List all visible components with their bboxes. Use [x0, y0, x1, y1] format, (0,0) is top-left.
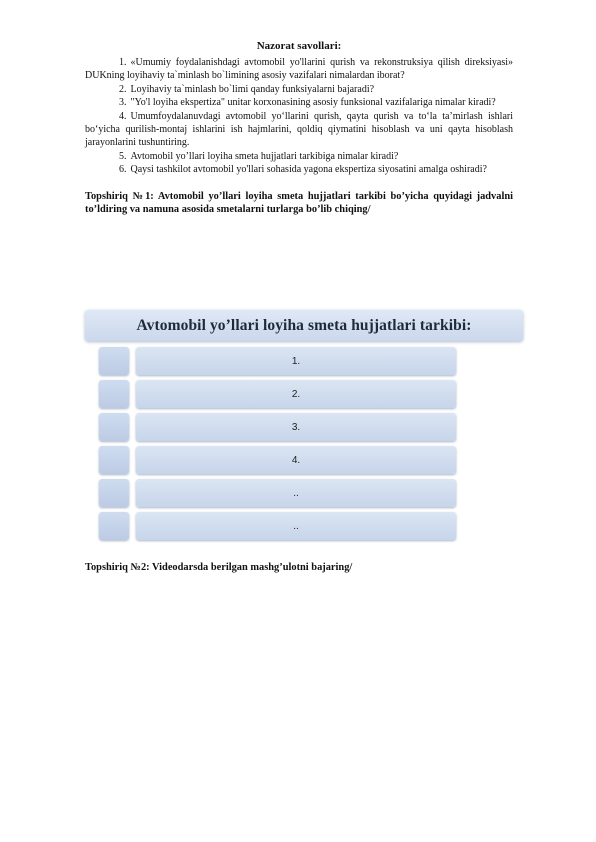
question-5 — [85, 150, 513, 163]
question-text: Loyihaviy ta`minlash bo`limi qanday funksiyalarni bajaradi? — [130, 83, 375, 95]
task-1: Topshiriq №1: Avtomobil yo’llari loyiha smeta hujjatlari tarkibi bo’yicha quyidagi jadvalni to’ldiring va namuna asosida smetalarni turlarga bo’lib chiqing/ — [85, 190, 513, 216]
question-text: Qaysi tashkilot avtomobil yo'llari sohasida yagona ekspertiza siyosatini amalga oshiradi? — [130, 164, 487, 176]
question-number: 2. — [119, 83, 127, 95]
diagram-row — [85, 380, 523, 408]
row-field[interactable]: 4. — [136, 446, 456, 474]
row-marker — [99, 479, 129, 507]
diagram-title: Avtomobil yo’llari loyiha smeta hujjatlari tarkibi: — [85, 310, 523, 341]
question-3 — [85, 96, 513, 109]
question-text: Umumfoydalanuvdagi avtomobil yo‘llarini qurish, qayta qurish va to‘la ta’mirlash ishlari bo‘yicha qurilish-montaj ishlarini ish hajmlarini, qoldiq qiymatini hisoblash va uni qayta hisoblash jarayonlarini tushuntiring. — [85, 110, 513, 149]
row-field[interactable]: .. — [136, 512, 456, 540]
diagram-row — [85, 479, 523, 507]
diagram-row — [85, 413, 523, 441]
question-number: 1. — [119, 57, 127, 68]
row-marker — [99, 347, 129, 375]
question-4 — [85, 110, 513, 150]
row-marker — [99, 380, 129, 408]
question-text: "Yo'l loyiha ekspertiza" unitar korxonasining asosiy funksional vazifalariga nimalar kiradi? — [130, 97, 496, 109]
diagram-row — [85, 347, 523, 375]
row-field[interactable]: 3. — [136, 413, 456, 441]
question-number: 6. — [119, 164, 127, 176]
question-text: Avtomobil yo’llari loyiha smeta hujjatlari tarkibiga nimalar kiradi? — [130, 150, 399, 162]
question-6 — [85, 163, 513, 176]
section-heading: Nazorat savollari: — [256, 40, 342, 52]
row-marker — [99, 512, 129, 540]
question-number: 3. — [119, 97, 127, 109]
diagram-row — [85, 446, 523, 474]
diagram-row — [85, 512, 523, 540]
row-marker — [99, 413, 129, 441]
smeta-composition-diagram — [85, 305, 523, 547]
question-number: 4. — [119, 110, 127, 122]
question-1 — [85, 56, 513, 83]
question-text: «Umumiy foydalanishdagi avtomobil yo'llarini qurish va rekonstruksiya qilish direksiyasi» DUKning loyihaviy ta`minlash bo`limining asosiy vazifalari nimalardan iborat? — [85, 57, 513, 82]
row-field[interactable]: .. — [136, 479, 456, 507]
question-number: 5. — [119, 150, 127, 162]
row-marker — [99, 446, 129, 474]
row-field[interactable]: 2. — [136, 380, 456, 408]
task-2: Topshiriq №2: Videodarsda berilgan mashg’ulotni bajaring/ — [85, 562, 353, 573]
question-2 — [85, 83, 513, 96]
document-body — [85, 40, 513, 216]
row-field[interactable]: 1. — [136, 347, 456, 375]
